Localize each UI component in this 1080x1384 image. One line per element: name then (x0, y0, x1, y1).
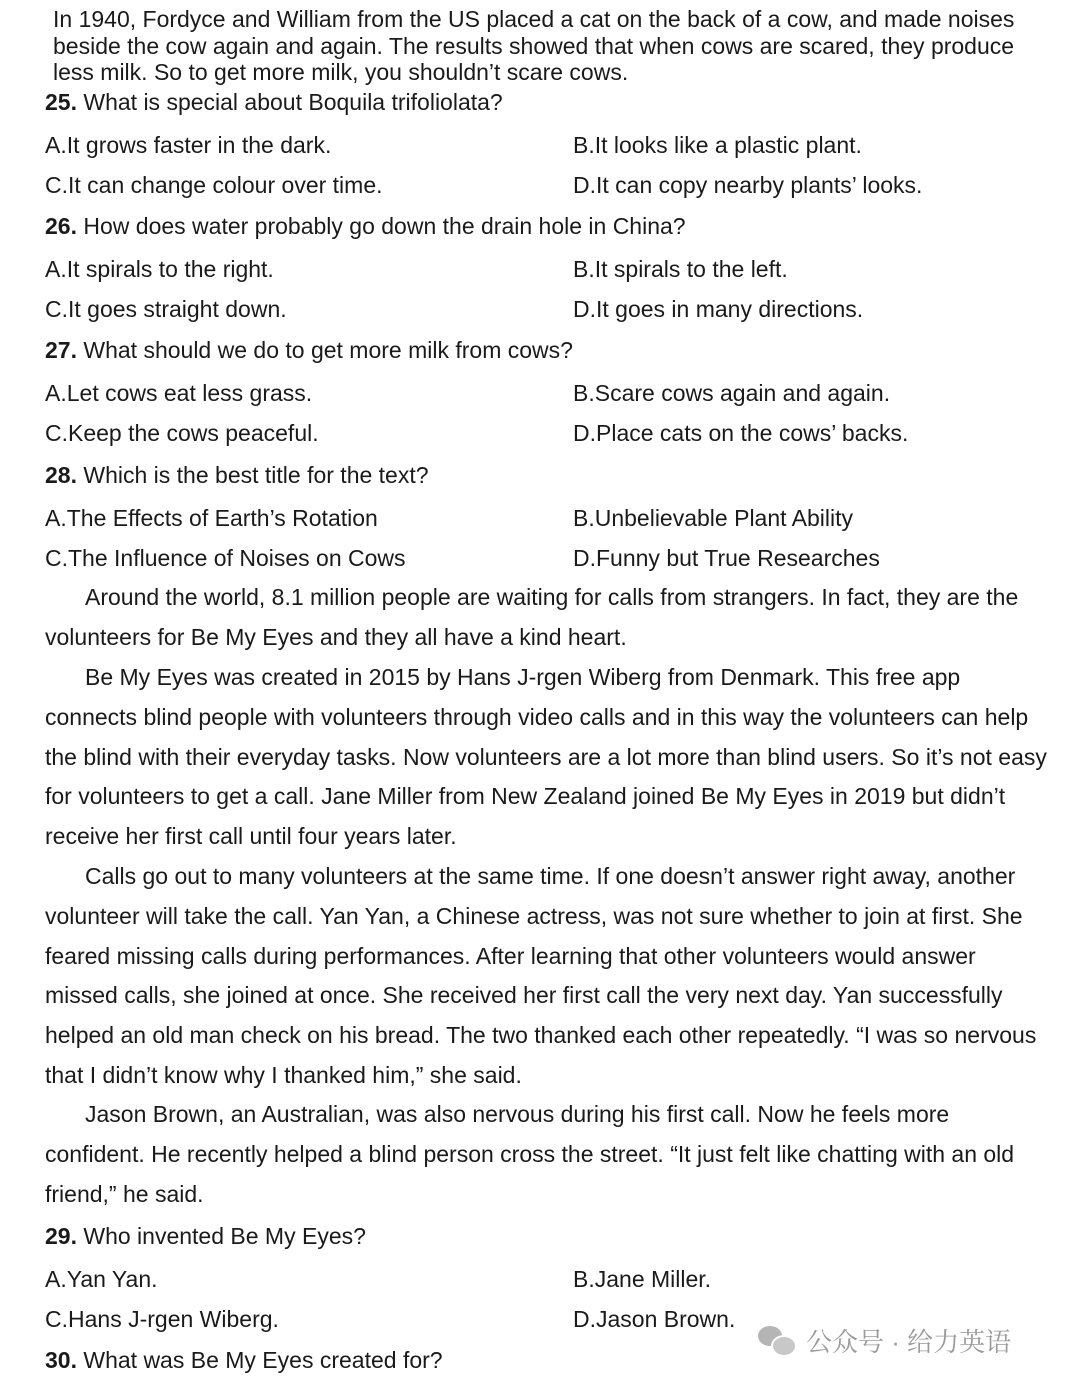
q29-option-b: B.Jane Miller. (573, 1266, 712, 1292)
q29-option-c: C.Hans J-rgen Wiberg. (45, 1306, 279, 1332)
question-26 (45, 212, 686, 240)
intro-paragraph: In 1940, Fordyce and William from the US placed a cat on the back of a cow, and made noises beside the cow again and again. The results showed that when cows are scared, they produce less milk. So to get more milk, you shouldn’t scare cows. (53, 6, 1015, 85)
question-text: How does water probably go down the drain hole in China? (76, 213, 686, 239)
question-text: Who invented Be My Eyes? (76, 1223, 366, 1249)
wechat-icon (758, 1324, 796, 1356)
q25-option-c: C.It can change colour over time. (45, 172, 383, 198)
question-number: 29. (45, 1223, 77, 1249)
watermark (758, 1320, 1011, 1360)
passage-paragraph-2: Be My Eyes was created in 2015 by Hans J-rgen Wiberg from Denmark. This free app connects blind people with volunteers through video calls and in this way the volunteers can help the blind with their everyday tasks. Now volunteers are a lot more than blind users. So it’s not easy for volunteers to get a call. Jane Miller from New Zealand joined Be My Eyes in 2019 but didn’t receive her first call until four years later. (45, 664, 1047, 849)
q28-option-d: D.Funny but True Researches (573, 545, 880, 571)
q27-option-b: B.Scare cows again and again. (573, 380, 891, 406)
question-30 (45, 1346, 443, 1374)
question-29 (45, 1222, 366, 1250)
q28-option-b: B.Unbelievable Plant Ability (573, 505, 853, 531)
q25-option-b: B.It looks like a plastic plant. (573, 132, 862, 158)
q27-option-a: A.Let cows eat less grass. (45, 380, 313, 406)
passage-paragraph-3: Calls go out to many volunteers at the same time. If one doesn’t answer right away, another volunteer will take the call. Yan Yan, a Chinese actress, was not sure whether to join at first. She feared missing calls during performances. After learning that other volunteers would answer missed calls, she joined at once. She received her first call the very next day. Yan successfully helped an old man check on his bread. The two thanked each other repeatedly. “I was so nervous that I didn’t know why I thanked him,” she said. (45, 863, 1037, 1088)
watermark-text: 公众号 · 给力英语 (806, 1326, 1012, 1357)
q28-option-a: A.The Effects of Earth’s Rotation (45, 505, 378, 531)
q28-option-c: C.The Influence of Noises on Cows (45, 545, 406, 571)
q26-option-c: C.It goes straight down. (45, 296, 287, 322)
question-number: 28. (45, 462, 77, 488)
question-27 (45, 336, 573, 364)
q25-option-d: D.It can copy nearby plants’ looks. (573, 172, 923, 198)
q26-option-a: A.It spirals to the right. (45, 256, 274, 282)
passage-paragraph-4: Jason Brown, an Australian, was also nervous during his first call. Now he feels more confident. He recently helped a blind person cross the street. “It just felt like chatting with an old friend,” he said. (45, 1101, 1015, 1207)
q26-option-d: D.It goes in many directions. (573, 296, 864, 322)
q25-option-a: A.It grows faster in the dark. (45, 132, 332, 158)
q27-option-d: D.Place cats on the cows’ backs. (573, 420, 909, 446)
question-text: What should we do to get more milk from cows? (76, 337, 573, 363)
question-number: 27. (45, 337, 77, 363)
passage-paragraph-1: Around the world, 8.1 million people are waiting for calls from strangers. In fact, they are the volunteers for Be My Eyes and they all have a kind heart. (45, 584, 1019, 650)
question-number: 30. (45, 1347, 77, 1373)
question-text: What is special about Boquila trifoliolata? (76, 89, 503, 115)
question-text: What was Be My Eyes created for? (76, 1347, 443, 1373)
q26-option-b: B.It spirals to the left. (573, 256, 788, 282)
q27-option-c: C.Keep the cows peaceful. (45, 420, 319, 446)
q29-option-d: D.Jason Brown. (573, 1306, 736, 1332)
q29-option-a: A.Yan Yan. (45, 1266, 158, 1292)
question-number: 25. (45, 89, 77, 115)
question-25 (45, 88, 503, 116)
question-number: 26. (45, 213, 77, 239)
question-text: Which is the best title for the text? (76, 462, 429, 488)
question-28 (45, 461, 429, 489)
